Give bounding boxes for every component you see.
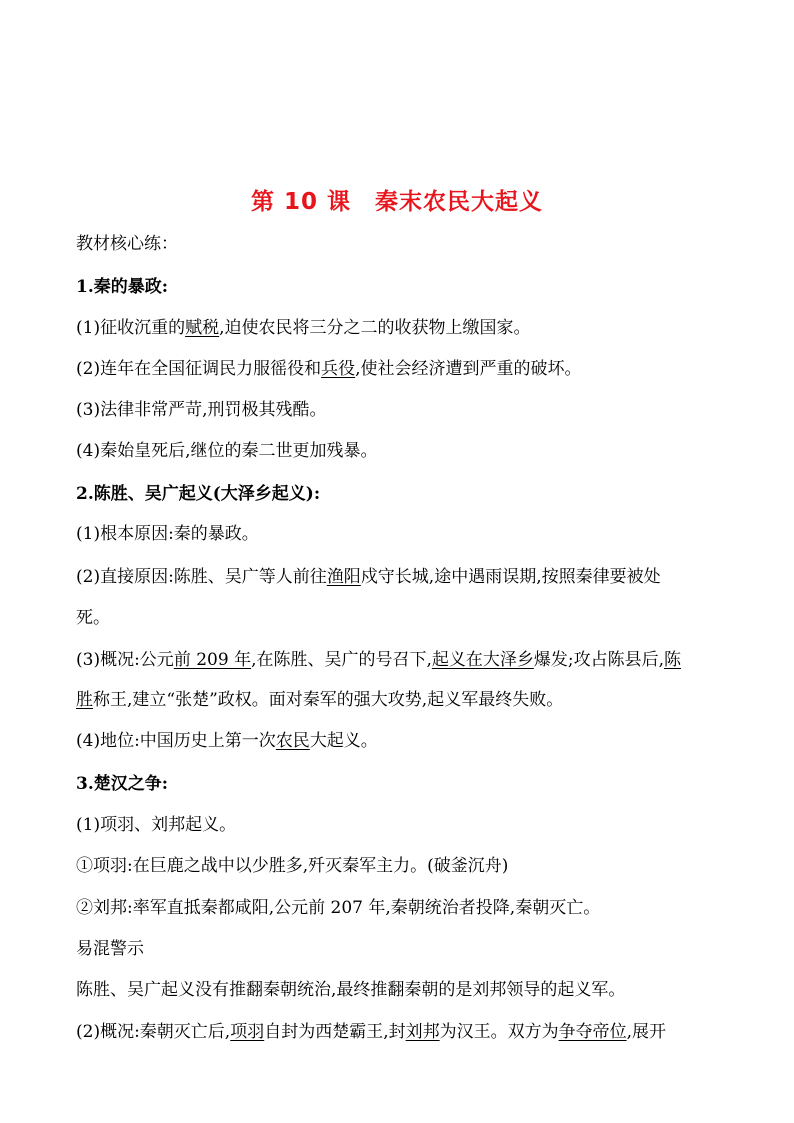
list-item: (3)法律非常严苛,刑罚极其残酷。 — [76, 400, 327, 420]
text-segment: 爆发;攻占陈县后, — [533, 650, 665, 670]
answer-blank: 胜 — [76, 690, 93, 710]
list-item-continuation — [76, 688, 563, 712]
list-item — [76, 357, 582, 381]
section-heading-chu-han-contention: 3.楚汉之争: — [76, 774, 169, 794]
answer-blank: 农民 — [275, 731, 310, 751]
answer-blank: 刘邦 — [405, 1022, 440, 1042]
lesson-title: 第 10 课 秦末农民大起义 — [250, 189, 544, 215]
warning-title: 易混警示 — [76, 939, 144, 959]
list-item — [76, 648, 681, 672]
answer-blank: 争夺帝位 — [558, 1022, 627, 1042]
text-segment: (2)直接原因:陈胜、吴广等人前往 — [76, 567, 327, 587]
text-segment: ,在陈胜、吴广的号召下, — [251, 650, 432, 670]
answer-blank: 起义在大泽乡 — [431, 650, 534, 670]
text-segment: 称王,建立“张楚”政权。面对秦军的强大攻势,起义军最终失败。 — [93, 690, 564, 710]
list-item — [76, 316, 531, 340]
text-segment: 大起义。 — [309, 731, 378, 751]
answer-blank: 陈 — [664, 650, 682, 670]
list-item — [76, 729, 378, 753]
answer-blank: 兵役 — [321, 359, 356, 379]
warning-text: 陈胜、吴广起义没有推翻秦朝统治,最终推翻秦朝的是刘邦领导的起义军。 — [76, 980, 626, 1000]
list-item: (1)根本原因:秦的暴政。 — [76, 524, 259, 544]
text-segment: 戍守长城,途中遇雨误期,按照秦律要被处 — [360, 567, 661, 587]
list-subitem: ①项羽:在巨鹿之战中以少胜多,歼灭秦军主力。(破釜沉舟) — [76, 856, 509, 876]
list-item-continuation: 死。 — [76, 608, 110, 628]
text-segment: 自封为西楚霸王,封 — [264, 1022, 406, 1042]
text-segment: ,展开 — [626, 1022, 667, 1042]
answer-blank: 渔阳 — [326, 567, 361, 587]
list-item — [76, 1020, 666, 1044]
text-segment: (4)地位:中国历史上第一次 — [76, 731, 276, 751]
text-segment: (2)概况:秦朝灭亡后, — [76, 1022, 231, 1042]
text-segment: 为汉王。双方为 — [439, 1022, 559, 1042]
list-item: (1)项羽、刘邦起义。 — [76, 815, 237, 835]
answer-blank: 前 209 年 — [173, 650, 252, 670]
text-segment: (2)连年在全国征调民力服徭役和 — [76, 359, 322, 379]
section-heading-qin-tyranny: 1.秦的暴政: — [76, 277, 169, 297]
section-heading-chen-wu-uprising: 2.陈胜、吴广起义(大泽乡起义): — [76, 484, 321, 504]
list-subitem: ②刘邦:率军直抵秦都咸阳,公元前 207 年,秦朝统治者投降,秦朝灭亡。 — [76, 898, 601, 918]
text-segment: (3)概况:公元 — [76, 650, 174, 670]
intro-label: 教材核心练： — [76, 234, 178, 254]
text-segment: ,使社会经济遭到严重的破坏。 — [355, 359, 582, 379]
text-segment: (1)征收沉重的 — [76, 318, 186, 338]
answer-blank: 项羽 — [230, 1022, 265, 1042]
list-item: (4)秦始皇死后,继位的秦二世更加残暴。 — [76, 441, 378, 461]
list-item — [76, 565, 661, 589]
answer-blank: 赋税 — [185, 318, 220, 338]
text-segment: ,迫使农民将三分之二的收获物上缴国家。 — [219, 318, 531, 338]
